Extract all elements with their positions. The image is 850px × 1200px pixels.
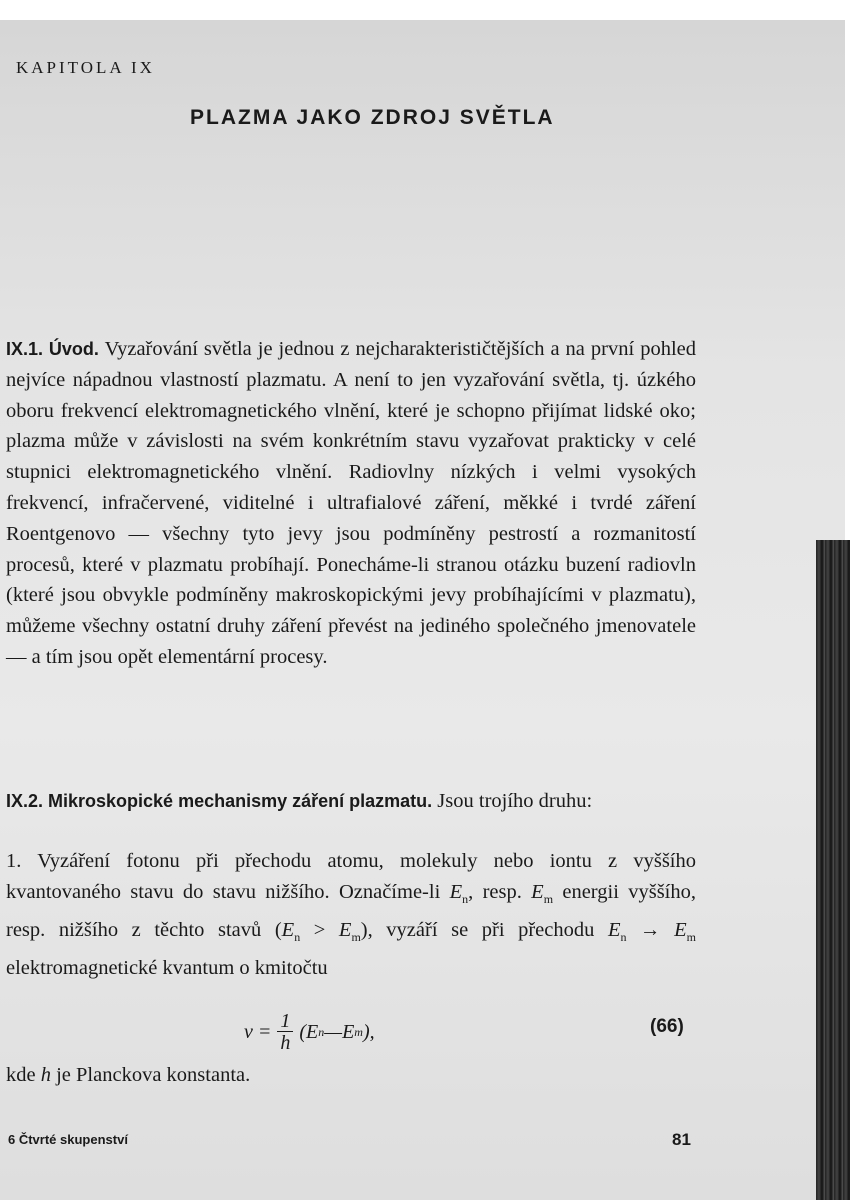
item-1-text-c: energii vyššího, resp. nižšího z těchto stavů ( xyxy=(6,880,696,941)
section-2-lead: IX.2. Mikroskopické mechanismy záření plazmatu. xyxy=(6,791,433,811)
cond-En-sub: n xyxy=(294,929,301,944)
item-1-text-b: , resp. xyxy=(468,880,532,903)
eq-En-sub: n xyxy=(318,1024,325,1039)
trans-En-sub: n xyxy=(620,929,627,944)
section-1-lead: IX.1. Úvod. xyxy=(6,339,99,359)
eq-open: ( xyxy=(299,1020,307,1043)
eq-fraction xyxy=(277,1011,293,1054)
equation-number: (66) xyxy=(650,1016,684,1037)
cond-Em: E xyxy=(338,918,352,941)
item-1-text-a: 1. Vyzáření fotonu při přechodu atomu, molekuly nebo iontu z vyššího kvantovaného stavu do stavu nižšího. Označíme-li xyxy=(6,850,696,903)
section-1-body: Vyzařování světla je jednou z nejcharakterističtějších a na první pohled nejvíce nápadnou vlastností plazmatu. A není to jen vyzařování světla, tj. úzkého oboru frekvencí elektromagnetického vlnění, které je schopno přijímat lidské oko; plazma může v závislosti na svém konkrétním stavu vyzařovat prakticky v celé stupnici elektromagnetického vlnění. Radiovlny nízkých i velmi vysokých frekvencí, infračervené, viditelné i ultrafialové záření, měkké i tvrdé záření Roentgenovo — všechny tyto jevy jsou podmíněny pestrostí a rozmanitostí procesů, které v plazmatu probíhají. Ponecháme-li stranou otázku buzení radiovln (které jsou obvykle podmíněny makroskopickými jevy probíhajícími v plazmatu), můžeme všechny ostatní druhy záření převést na jediného společného jmenovatele — a tím jsou opět elementární procesy. xyxy=(6,338,696,668)
eq-En: E xyxy=(306,1020,319,1043)
symbol-En: E xyxy=(449,880,463,903)
trans-arrow: → xyxy=(626,918,675,941)
trans-Em-sub: m xyxy=(686,929,697,944)
section-2-paragraph xyxy=(6,786,696,817)
after-rest: je Planckova konstanta. xyxy=(50,1064,251,1086)
book-edge xyxy=(816,540,850,1200)
symbol-En-sub: n xyxy=(462,891,469,906)
planck-symbol: h xyxy=(40,1064,51,1086)
cond-operator: > xyxy=(300,918,339,941)
section-2-body: Jsou trojího druhu: xyxy=(432,790,593,812)
footer-signature: 6 Čtvrté skupenství xyxy=(8,1132,128,1147)
after-prefix: kde xyxy=(6,1064,41,1086)
section-1-paragraph xyxy=(6,334,696,673)
after-equation-text xyxy=(6,1064,250,1087)
chapter-title: PLAZMA JAKO ZDROJ SVĚTLA xyxy=(190,106,555,129)
item-1-text-e: elektromagnetické kvantum o kmitočtu xyxy=(6,956,328,979)
cond-Em-sub: m xyxy=(351,929,361,944)
eq-frac-num: 1 xyxy=(277,1011,293,1032)
item-1-text-d: ), vyzáří se při přechodu xyxy=(360,918,608,941)
chapter-label: KAPITOLA IX xyxy=(16,58,155,77)
symbol-Em-sub: m xyxy=(543,891,554,906)
trans-En: E xyxy=(607,918,621,941)
trans-Em: E xyxy=(674,918,687,941)
equation-66 xyxy=(244,1006,484,1058)
eq-minus: — xyxy=(324,1020,343,1043)
eq-close: ), xyxy=(362,1020,375,1043)
eq-lhs: ν = xyxy=(244,1020,272,1043)
eq-frac-den: h xyxy=(280,1031,291,1054)
item-1-paragraph xyxy=(6,846,696,983)
symbol-Em: E xyxy=(531,880,544,903)
page-number: 81 xyxy=(672,1130,691,1149)
cond-En: E xyxy=(281,918,295,941)
eq-Em: E xyxy=(342,1020,355,1043)
eq-Em-sub: m xyxy=(354,1024,363,1039)
